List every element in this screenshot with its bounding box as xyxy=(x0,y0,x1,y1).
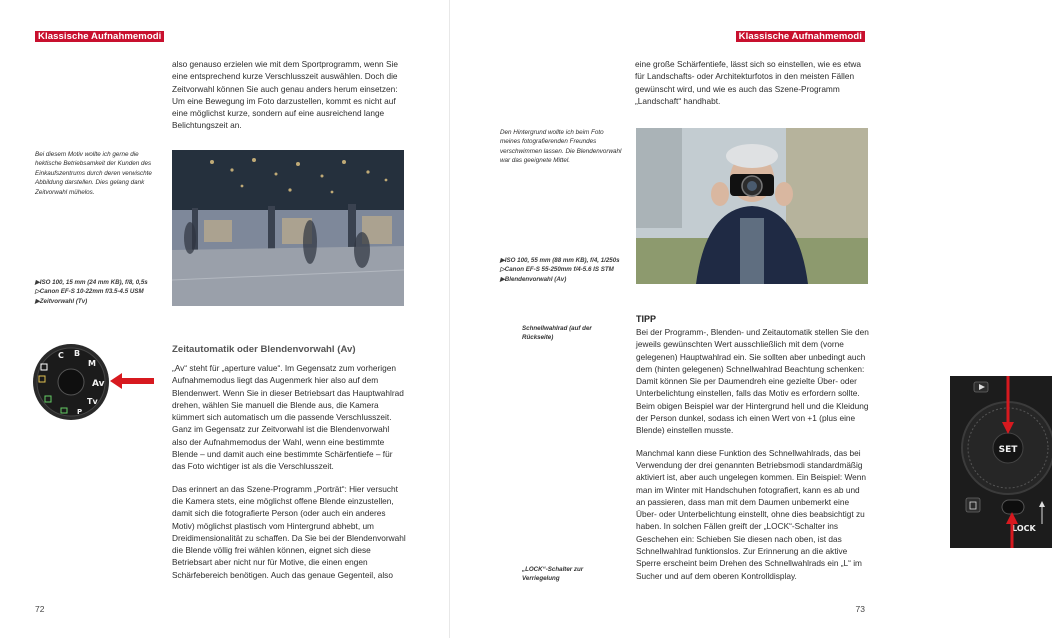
right-meta-lens: ▷Canon EF-S 55-250mm f/4-5.6 IS STM xyxy=(500,266,614,274)
left-intro-text xyxy=(172,58,406,132)
av-paragraph-2: Das erinnert an das Szene-Programm „Porträt“: Hier versucht die Kamera stets, eine möglichst offene Blende einzustellen, damit sich die fotografierte Person (oder auch ein anderes Motiv) möglichst plastisch vom Hintergrund abhebt, um Dreidimensionalität zu schaffen. Da Sie bei der Blendenvorwahl die Blende völlig frei wählen können, eignet sich diese Betriebsart aber nicht nur für Motive, die einen engen Schärfebereich benötigen. Auch das genaue Gegenteil, also xyxy=(172,483,406,580)
right-photo-meta xyxy=(500,256,630,284)
left-photo-caption: Bei diesem Motiv wollte ich gerne die hektische Betriebsamkeit der Kunden des Einkaufszentrums durch deren verwischte Abbildung darstellen. Dies gelang dank Zeitvorwahl mühelos. xyxy=(35,151,152,196)
dial-label-av: Av xyxy=(92,379,105,389)
page-number-right: 73 xyxy=(855,604,865,614)
tipp-paragraph-1: Bei der Programm-, Blenden- und Zeitautomatik stellen Sie den jeweils gewünschten Wert ausschließlich mit dem (vorne gelegenen) Hauptwahlrad ein. Sie sollten aber unbedingt auch dem (hinten gelegenen) Schnellwahlrad Beachtung schenken: Damit können Sie per Daumendreh eine gezielte Über- oder Unterbelichtung einstellen, falls das Motiv es erfordern sollte. Beim obigen Beispiel war der Hintergrund hell und die Kleidung der Person dunkel, sodass ich einen Wert von +1 (plus eine Blende) einstellen musste. xyxy=(636,327,869,436)
dial-label-m: M xyxy=(88,359,96,368)
left-meta-lens: ▷Canon EF-S 10-22mm f/3.5-4.5 USM xyxy=(35,288,144,296)
photographer-photo xyxy=(636,128,868,284)
section-heading-av: Zeitautomatik oder Blendenvorwahl (Av) xyxy=(172,344,356,355)
callout-schnellwahlrad: Schnellwahlrad (auf der Rückseite) xyxy=(522,325,592,341)
tipp-text xyxy=(636,326,870,582)
tipp-heading: TIPP xyxy=(636,314,657,324)
set-button-label: SET xyxy=(998,445,1018,455)
left-intro-paragraph: also genauso erzielen wie mit dem Sportprogramm, wenn Sie eine entsprechend kurze Verschlusszeit auswählen. Doch die Zeitvorwahl können Sie auch genau anders herum einsetzen: Um eine Bewegung im Foto darzustellen, kommt es nicht auf eine möglichst kurze, sondern auf eine ausreichend lange Belichtungszeit an. xyxy=(172,59,398,131)
right-intro-text xyxy=(635,58,869,107)
dial-label-tv: Tv xyxy=(87,397,98,406)
left-meta-iso: ▶ISO 100, 15 mm (24 mm KB), f/8, 0,5s xyxy=(35,279,148,286)
dial-label-p: P xyxy=(77,408,83,416)
av-paragraph-1: „Av“ steht für „aperture value“. Im Gegensatz zum vorherigen Aufnahmemodus liegt das Augenmerk hier also auf dem Blendenwert. Wenn Sie in dieser Betriebsart das Hauptwahlrad drehen, wählen Sie manuell die Blende aus, die Kamera kümmert sich automatisch um die passende Verschlusszeit. Ganz im Gegensatz zur Zeitvorwahl ist die Blendenvorwahl also der Aufnahmemodus der Wahl, wenn eine bestimmte Blende – und damit auch eine bestimmte Schärfentiefe – für das Foto wichtiger ist als die Verschlusszeit. xyxy=(172,363,404,472)
left-meta-mode: ▶Zeitvorwahl (Tv) xyxy=(35,297,88,305)
shopping-mall-photo xyxy=(172,150,404,306)
callout-lock-switch: „LOCK“-Schalter zur Verriegelung xyxy=(522,566,584,582)
right-intro-paragraph: eine große Schärfentiefe, lässt sich so einstellen, wie es etwa für Landschafts- oder Architekturfotos in den meisten Fällen gewünscht wird, und wie es auch das Szene-Programm „Landschaft“ handhabt. xyxy=(635,59,861,106)
camera-back-illustration xyxy=(950,376,1052,548)
right-meta-iso: ▶ISO 100, 55 mm (88 mm KB), f/4, 1/250s xyxy=(500,257,620,264)
chapter-header-left: Klassische Aufnahmemodi xyxy=(35,31,164,42)
page-number-left: 72 xyxy=(35,604,45,614)
tipp-paragraph-2: Manchmal kann diese Funktion des Schnellwahlrads, das bei Verwendung der drei genannten Betriebsmodi standardmäßig aktiviert ist, aber auch ungelegen kommen. Ein Beispiel: Wenn man im Winter mit Handschuhen fotografiert, kann es ab und an passieren, dass man mit dem Daumen unbemerkt eine Über- oder Unterbelichtung einstellt, ohne dies beabsichtigt zu haben. In solchen Fällen greift der „LOCK“-Schalter ins Geschehen ein: Schieben Sie diesen nach oben, ist das Schnellwahlrad funktionslos. Zur Erinnerung an die aktive Sperre erscheint beim Drehen des Schnellwahlrads ein „L“ im Sucher und auf dem oberen Kontrolldisplay. xyxy=(636,447,866,581)
dial-label-c: C xyxy=(58,351,64,360)
dial-label-b: B xyxy=(74,349,81,358)
left-page xyxy=(0,0,450,638)
chapter-header-right: Klassische Aufnahmemodi xyxy=(736,31,865,42)
left-section-text xyxy=(172,362,406,581)
photographer-illustration xyxy=(636,128,868,284)
camera-back-photo xyxy=(950,376,1052,548)
shopping-mall-illustration xyxy=(172,150,404,306)
left-photo-meta xyxy=(35,278,165,306)
dial-arrow-icon xyxy=(110,371,156,391)
mode-dial-illustration xyxy=(31,338,119,422)
right-page xyxy=(450,0,1036,638)
lock-switch-label: LOCK xyxy=(1012,524,1036,533)
right-meta-mode: ▶Blendenvorwahl (Av) xyxy=(500,275,567,283)
right-photo-caption: Den Hintergrund wollte ich beim Foto meines fotografierenden Freundes verschwimmen lassen. Die Blendenvorwahl war das geeignete Mittel. xyxy=(500,129,622,165)
